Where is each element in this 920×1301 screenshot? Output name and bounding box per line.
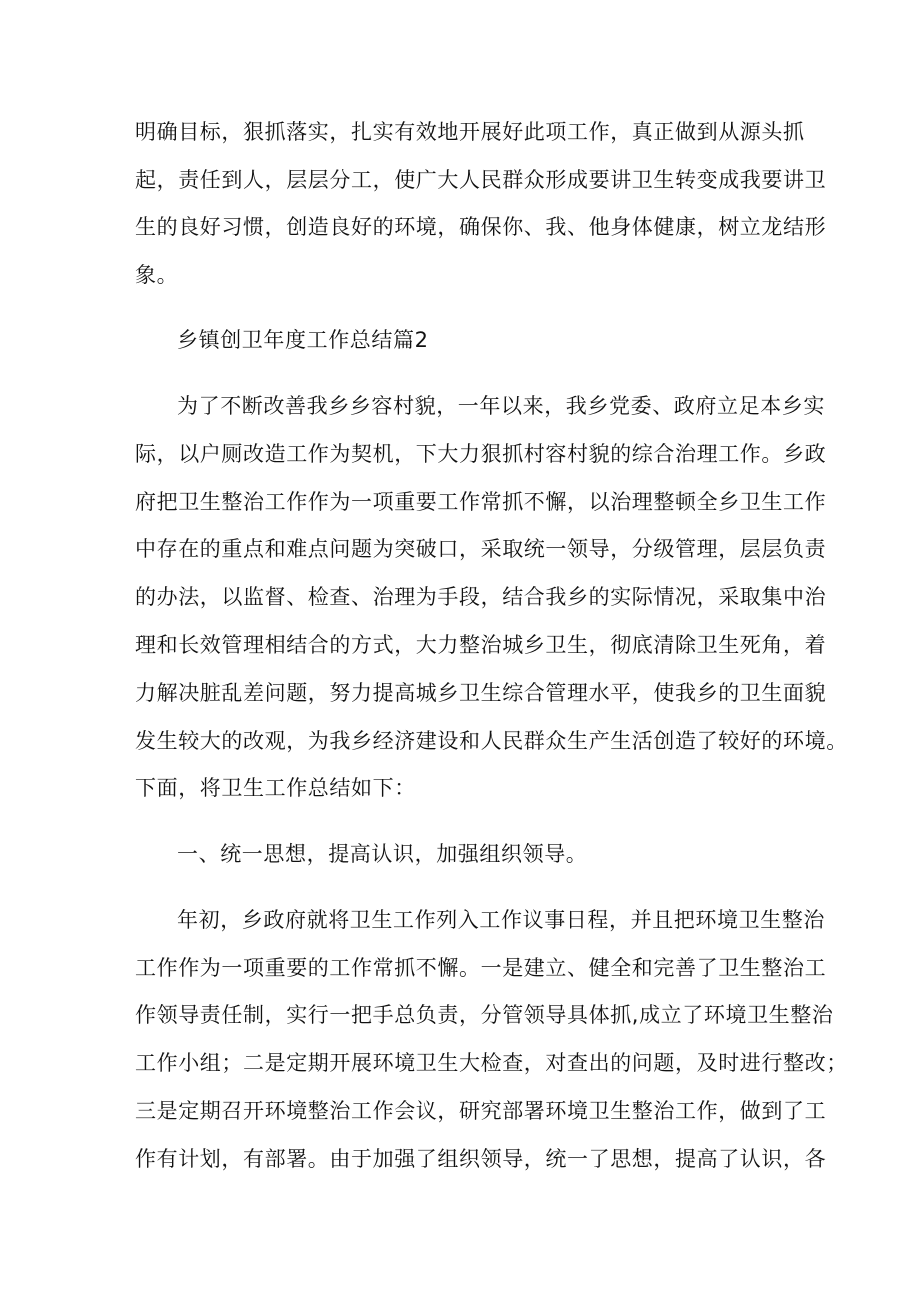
paragraph-line: 发生较大的改观，为我乡经济建设和人民群众生产生活创造了较好的环境。 — [135, 729, 848, 753]
paragraph-line: 理和长效管理相结合的方式，大力整治城乡卫生，彻底清除卫生死角，着 — [135, 633, 827, 657]
paragraph-line: 工作作为一项重要的工作常抓不懈。一是建立、健全和完善了卫生整治工 — [135, 956, 827, 980]
paragraph-line: 作有计划，有部署。由于加强了组织领导，统一了思想，提高了认识，各 — [135, 1147, 827, 1171]
paragraph-line: 工作小组；二是定期开展环境卫生大检查，对查出的问题，及时进行整改； — [135, 1051, 848, 1075]
section-heading: 乡镇创卫年度工作总结篇2 — [177, 328, 429, 352]
paragraph-line: 的办法，以监督、检查、治理为手段，结合我乡的实际情况，采取集中治 — [135, 585, 827, 609]
paragraph-line: 三是定期召开环境整治工作会议，研究部署环境卫生整治工作，做到了工 — [135, 1099, 827, 1123]
paragraph-line: 年初，乡政府就将卫生工作列入工作议事日程，并且把环境卫生整治 — [177, 908, 825, 932]
paragraph-line: 生的良好习惯，创造良好的环境，确保你、我、他身体健康，树立龙结形 — [135, 215, 827, 239]
paragraph-line: 际，以户厕改造工作为契机，下大力狠抓村容村貌的综合治理工作。乡政 — [135, 442, 827, 466]
paragraph-line: 明确目标，狠抓落实，扎实有效地开展好此项工作，真正做到从源头抓 — [135, 120, 805, 144]
paragraph-line: 起，责任到人，层层分工，使广大人民群众形成要讲卫生转变成我要讲卫 — [135, 168, 827, 192]
paragraph-line: 象。 — [135, 263, 179, 287]
paragraph-line: 为了不断改善我乡乡容村貌，一年以来，我乡党委、政府立足本乡实 — [177, 394, 825, 418]
paragraph-line: 府把卫生整治工作作为一项重要工作常抓不懈，以治理整顿全乡卫生工作 — [135, 490, 827, 514]
paragraph-line: 作领导责任制，实行一把手总负责，分管领导具体抓,成立了环境卫生整治 — [135, 1003, 834, 1027]
paragraph-line: 力解决脏乱差问题，努力提高城乡卫生综合管理水平，使我乡的卫生面貌 — [135, 681, 827, 705]
paragraph-line: 下面，将卫生工作总结如下： — [135, 776, 416, 800]
subsection-heading: 一、统一思想，提高认识，加强组织领导。 — [177, 842, 588, 866]
paragraph-line: 中存在的重点和难点问题为突破口，采取统一领导，分级管理，层层负责 — [135, 537, 827, 561]
